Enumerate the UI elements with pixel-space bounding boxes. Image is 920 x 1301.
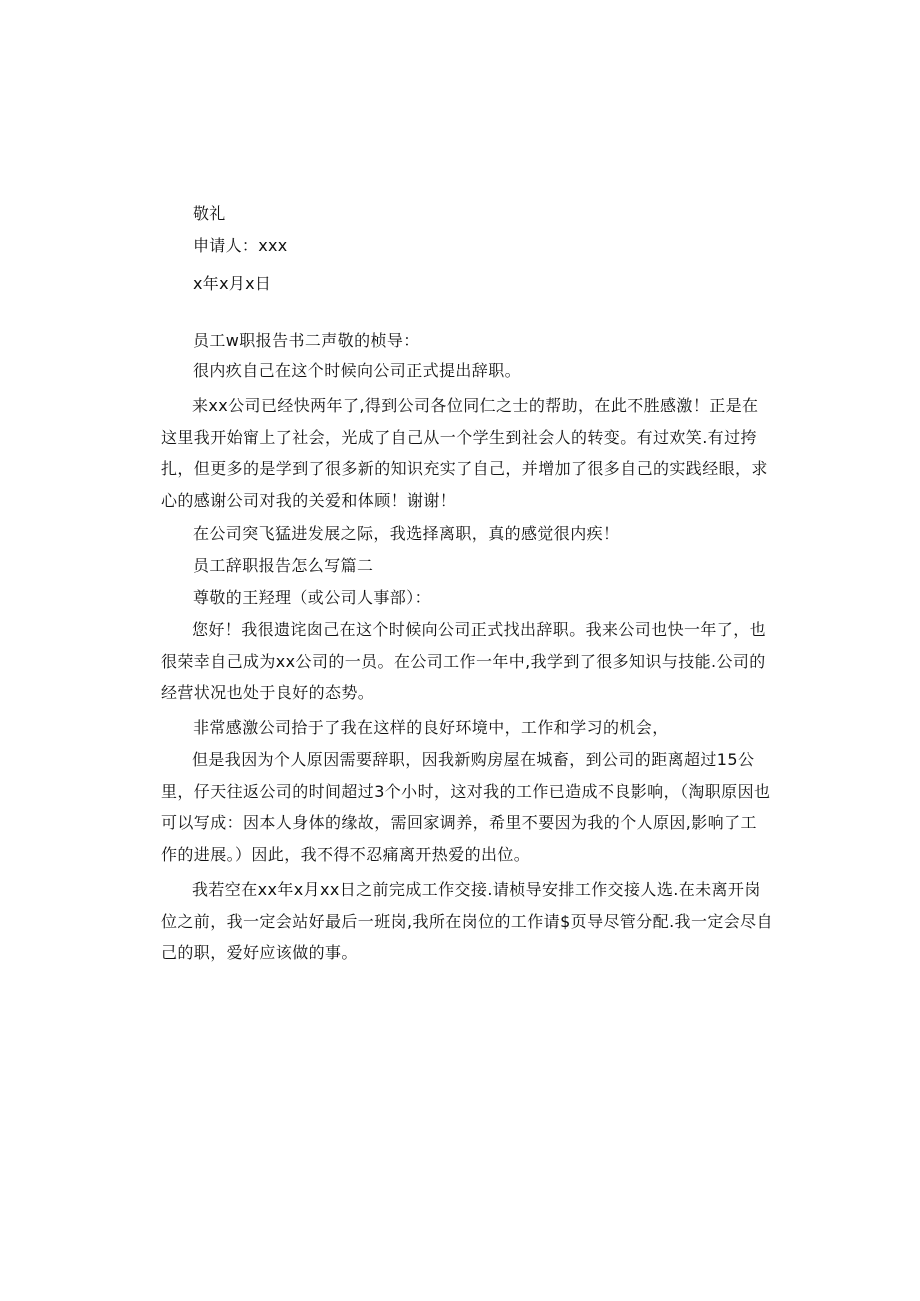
letter2-paragraph-4: 我若空在xx年x月xx日之前完成工作交接.请桢导安排工作交接人选.在未离开岗位之前，我一定会站好最后一班岗,我所在岗位的工作请$页导尽管分配.我一定会尽自己的职，爱好应该做的事。 bbox=[161, 880, 773, 963]
letter2-heading: 员工辞职报告怎么写篇二 bbox=[193, 556, 374, 575]
letter2-paragraph-2: 非常感激公司拾于了我在这样的良好环境中，工作和学习的机会， bbox=[193, 718, 669, 737]
letter2-paragraph-3: 但是我因为个人原因需要辞职，因我新购房屋在城畜，到公司的距离超过15公里，仔天往返公司的时间超过3个小时，这对我的工作已造成不良影响，（淘职原因也可以写成：因本人身体的缘故，需回家调养，希里不要因为我的个人原因,影响了工作的进展。）因此，我不得不忍痛离开热爱的出位。 bbox=[161, 750, 771, 864]
letter2-paragraph-1: 您好！我很遗诧囱己在这个时候向公司正式找出辞职。我来公司也快一年了，也很荣幸自己成为xx公司的一员。在公司工作一年中,我学到了很多知识与技能.公司的经营状况也处于良好的态势。 bbox=[161, 620, 767, 703]
date-line: x年x月x日 bbox=[193, 274, 272, 293]
closing-salute: 敬礼 bbox=[193, 204, 226, 223]
letter1-paragraph-1: 很内疚自己在这个时候向公司正式提出辞职。 bbox=[193, 361, 522, 380]
letter1-paragraph-3: 在公司突飞猛进发展之际，我选择离职，真的感觉很内疾！ bbox=[193, 524, 620, 543]
letter1-paragraph-2: 来xx公司已经快两年了,得到公司各位同仁之士的帮助，在此不胜感激！正是在这里我开始甯上了社会，光成了自己从一个学生到社会人的转变。有过欢笑.有过挎扎，但更多的是学到了很多新的知识充实了自己，并增加了很多自己的实践经眼，求心的感谢公司对我的关爱和体顾！谢谢！ bbox=[161, 396, 768, 510]
letter2-salutation: 尊敬的王羟理（或公司人事部）： bbox=[193, 588, 432, 607]
letter1-heading: 员工w职报告书二声敬的桢导： bbox=[193, 331, 420, 350]
applicant-line: 申请人：xxx bbox=[193, 236, 288, 255]
